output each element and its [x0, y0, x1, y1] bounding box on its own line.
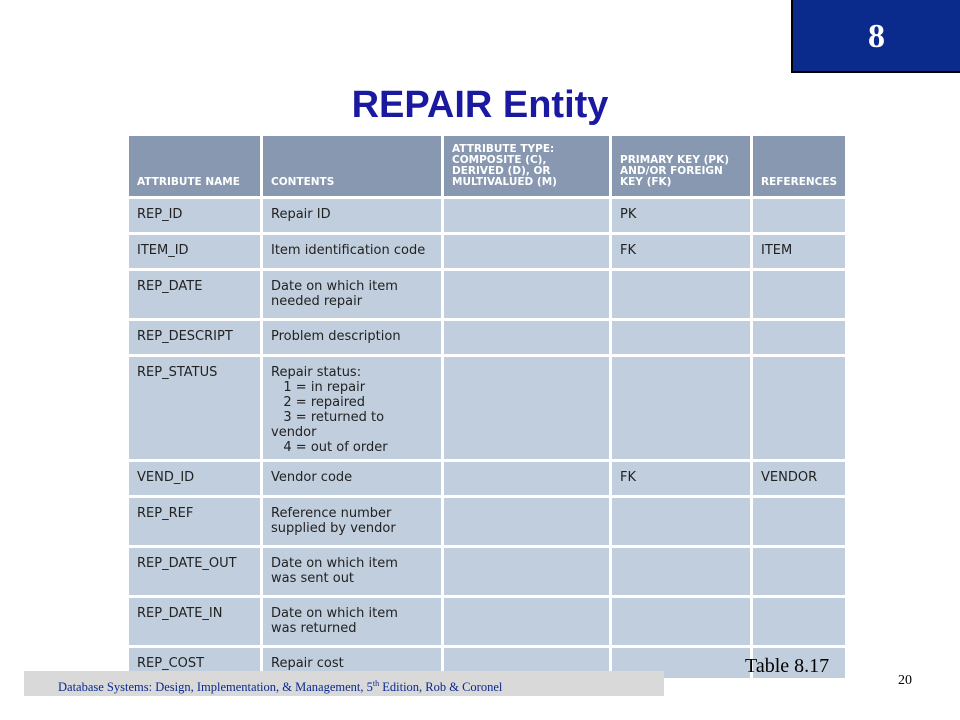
cell-attribute-name: ITEM_ID — [129, 235, 260, 268]
cell-references — [753, 321, 845, 354]
table-row — [129, 321, 845, 354]
header-attribute-type: ATTRIBUTE TYPE: COMPOSITE (C), DERIVED (D), OR MULTIVALUED (M) — [444, 136, 609, 196]
cell-attribute-type — [444, 357, 609, 459]
cell-contents: Item identification code — [263, 235, 441, 268]
table-row — [129, 598, 845, 645]
cell-key: FK — [612, 462, 750, 495]
slide-title: REPAIR Entity — [351, 84, 609, 126]
table-caption: Table 8.17 — [745, 655, 830, 677]
cell-key — [612, 498, 750, 545]
cell-key — [612, 357, 750, 459]
table-row — [129, 498, 845, 545]
header-contents: CONTENTS — [263, 136, 441, 196]
table-header-row — [129, 136, 845, 196]
cell-references — [753, 548, 845, 595]
table-row — [129, 548, 845, 595]
cell-attribute-name: REP_STATUS — [129, 357, 260, 459]
footer-text-end: Edition, Rob & Coronel — [379, 680, 503, 695]
cell-attribute-name: REP_ID — [129, 199, 260, 232]
header-key: PRIMARY KEY (PK) AND/OR FOREIGN KEY (FK) — [612, 136, 750, 196]
cell-references: VENDOR — [753, 462, 845, 495]
cell-contents: Problem description — [263, 321, 441, 354]
cell-attribute-name: REP_REF — [129, 498, 260, 545]
cell-attribute-name: REP_DATE_IN — [129, 598, 260, 645]
cell-contents: Date on which item was sent out — [263, 548, 441, 595]
cell-contents: Date on which item was returned — [263, 598, 441, 645]
cell-key — [612, 321, 750, 354]
table-row — [129, 199, 845, 232]
cell-references — [753, 271, 845, 318]
cell-contents: Vendor code — [263, 462, 441, 495]
page-number: 20 — [898, 673, 912, 688]
cell-attribute-type — [444, 271, 609, 318]
cell-attribute-type — [444, 199, 609, 232]
footer-text-start: Database Systems: Design, Implementation, & Management, 5 — [58, 680, 373, 695]
cell-key — [612, 271, 750, 318]
cell-references — [753, 598, 845, 645]
table-row — [129, 357, 845, 459]
cell-references — [753, 199, 845, 232]
cell-attribute-name: REP_DESCRIPT — [129, 321, 260, 354]
cell-attribute-name: REP_DATE — [129, 271, 260, 318]
cell-contents: Repair ID — [263, 199, 441, 232]
cell-contents: Reference number supplied by vendor — [263, 498, 441, 545]
header-attribute-name: ATTRIBUTE NAME — [129, 136, 260, 196]
chapter-number-box: 8 — [791, 0, 960, 73]
cell-attribute-type — [444, 598, 609, 645]
cell-key — [612, 548, 750, 595]
footer-citation — [58, 679, 502, 695]
cell-references — [753, 498, 845, 545]
cell-attribute-name: VEND_ID — [129, 462, 260, 495]
footer-superscript: th — [372, 679, 380, 688]
cell-references: ITEM — [753, 235, 845, 268]
header-references: REFERENCES — [753, 136, 845, 196]
cell-attribute-type — [444, 498, 609, 545]
table-row — [129, 235, 845, 268]
cell-key: PK — [612, 199, 750, 232]
cell-contents: Repair status: 1 = in repair 2 = repaired 3 = returned to vendor 4 = out of order — [263, 357, 441, 459]
attribute-table — [126, 133, 848, 681]
cell-contents: Date on which item needed repair — [263, 271, 441, 318]
cell-attribute-name: REP_DATE_OUT — [129, 548, 260, 595]
cell-attribute-type — [444, 235, 609, 268]
cell-attribute-type — [444, 548, 609, 595]
cell-key — [612, 598, 750, 645]
cell-key: FK — [612, 235, 750, 268]
cell-contents: Repair cost — [263, 648, 441, 678]
cell-attribute-type — [444, 321, 609, 354]
cell-attribute-name: REP_COST — [129, 648, 260, 678]
cell-references — [753, 357, 845, 459]
table-row — [129, 271, 845, 318]
table-row — [129, 462, 845, 495]
cell-attribute-type — [444, 462, 609, 495]
